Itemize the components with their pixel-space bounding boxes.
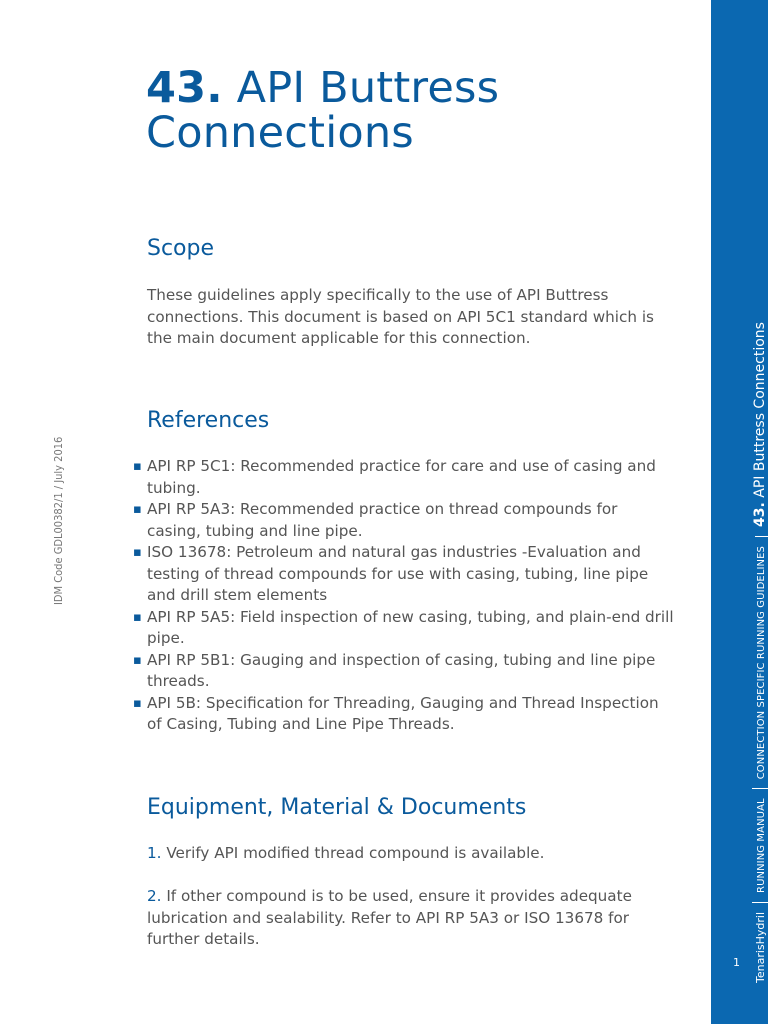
reference-item bbox=[130, 542, 675, 607]
references-heading: References bbox=[147, 408, 270, 433]
title-text: API Buttress Connections bbox=[146, 63, 500, 158]
bullet-icon: ▪ bbox=[133, 652, 142, 668]
page-title bbox=[146, 63, 686, 158]
reference-item bbox=[130, 499, 675, 542]
divider bbox=[752, 902, 768, 903]
chapter-title: API Buttress Connections bbox=[752, 322, 768, 503]
step-text: Verify API modified thread compound is available. bbox=[161, 844, 545, 862]
equipment-step-1 bbox=[147, 843, 667, 865]
reference-text: API RP 5A3: Recommended practice on thread compounds for casing, tubing and line pipe. bbox=[147, 500, 618, 540]
bullet-icon: ▪ bbox=[133, 545, 142, 560]
scope-paragraph: These guidelines apply specifically to the use of API Buttress connections. This document is based on API 5C1 standard which is the main document applicable for this connection. bbox=[147, 286, 654, 347]
reference-item bbox=[130, 456, 675, 499]
equipment-heading: Equipment, Material & Documents bbox=[147, 795, 527, 820]
document-code: IDM Code GDL00382/1 / July 2016 bbox=[52, 436, 65, 605]
reference-text: API RP 5A5: Field inspection of new casing, tubing, and plain-end drill pipe. bbox=[147, 607, 674, 647]
reference-text: API RP 5B1: Gauging and inspection of casing, tubing and line pipe threads. bbox=[147, 650, 656, 690]
bullet-icon: ▪ bbox=[133, 502, 142, 517]
step-number: 2. bbox=[147, 887, 162, 905]
step-number: 1. bbox=[147, 844, 162, 862]
scope-heading: Scope bbox=[147, 236, 215, 261]
reference-item bbox=[130, 650, 675, 693]
chapter-label bbox=[752, 322, 768, 527]
divider bbox=[752, 788, 768, 789]
reference-item bbox=[130, 693, 675, 736]
references-list bbox=[130, 456, 675, 736]
reference-text: API 5B: Specification for Threading, Gauging and Thread Inspection of Casing, Tubing and Line Pipe Threads. bbox=[147, 693, 659, 733]
manual-name: RUNNING MANUAL bbox=[756, 798, 767, 893]
page-number: 1 bbox=[733, 956, 740, 969]
bullet-icon: ▪ bbox=[133, 459, 142, 474]
bullet-icon: ▪ bbox=[133, 609, 142, 625]
section-name: CONNECTION SPECIFIC RUNNING GUIDELINES bbox=[756, 545, 767, 780]
reference-text: API RP 5C1: Recommended practice for care and use of casing and tubing. bbox=[147, 457, 656, 497]
equipment-step-2 bbox=[147, 886, 667, 951]
side-band-text bbox=[752, 322, 768, 983]
divider bbox=[755, 536, 768, 537]
brand-name: TenarisHydril bbox=[754, 911, 767, 983]
chapter-number: 43. bbox=[752, 502, 768, 527]
reference-item bbox=[130, 607, 675, 650]
bullet-icon: ▪ bbox=[133, 695, 142, 711]
reference-text: ISO 13678: Petroleum and natural gas industries -Evaluation and testing of thread compounds for use with casing, tubing, line pipe and drill stem elements bbox=[147, 543, 649, 604]
step-text: If other compound is to be used, ensure it provides adequate lubrication and sealability. Refer to API RP 5A3 or ISO 13678 for further details. bbox=[147, 887, 632, 948]
title-number: 43. bbox=[146, 63, 223, 113]
